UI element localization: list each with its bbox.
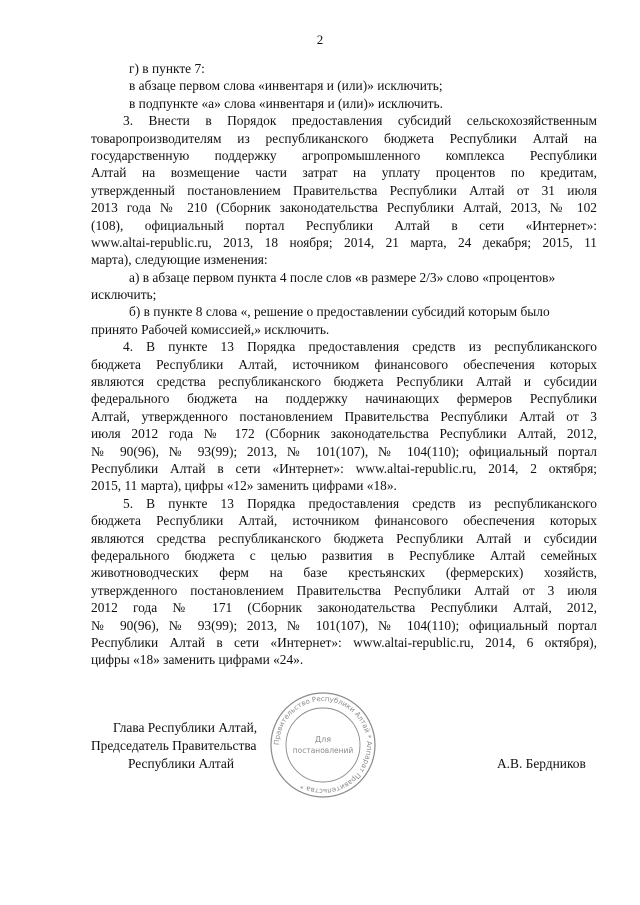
text-line: бюджета Республики Алтай, источником финансового обеспечения которых xyxy=(91,513,597,529)
text-line: (108), официальный портал Республики Алтай в сети «Интернет»: xyxy=(91,217,597,233)
text-line: июля 2012 года № 172 (Сборник законодательства Республики Алтай, 2012, xyxy=(91,426,597,442)
text-line: принято Рабочей комиссией,» исключить. xyxy=(91,321,330,337)
text-line: а) в абзаце первом пункта 4 после слов «в размере 2/3» слово «процентов» xyxy=(129,269,556,285)
stamp-ring-text: Правительство Республики Алтай * Аппарат Правительства * xyxy=(272,694,374,796)
text-line: цифры «18» заменить цифрами «24». xyxy=(91,652,304,668)
text-line: утвержденного постановлением Правительства Республики Алтай от 3 июля xyxy=(91,582,597,598)
page-number: 2 xyxy=(316,32,324,47)
text-line: г) в пункте 7: xyxy=(129,61,205,76)
text-line: являются средства республиканского бюджета Республики Алтай и субсидии xyxy=(91,530,597,546)
text-line: www.altai-republic.ru, 2013, 18 ноября; 2014, 21 марта, 24 декабря; 2015, 11 xyxy=(91,234,597,250)
text-line: 2013 года № 210 (Сборник законодательства Республики Алтай, 2013, № 102 xyxy=(91,200,597,216)
text-line: 5. В пункте 13 Порядка предоставления средств из республиканского xyxy=(123,495,597,511)
text-line: федерального бюджета с целью развития в Республике Алтай семейных xyxy=(91,547,597,563)
text-line: государственную поддержку агропромышленного комплекса Республики xyxy=(91,147,597,163)
text-line: Республики Алтай в сети «Интернет»: www.altai-republic.ru, 2014, 2 октября; xyxy=(91,460,597,476)
text-line: исключить; xyxy=(91,287,157,303)
text-line: федерального бюджета на поддержку начинающих фермеров Республики xyxy=(91,391,597,407)
text-line: 2012 года № 171 (Сборник законодательства Республики Алтай, 2012, xyxy=(91,600,597,616)
text-line: товаропроизводителям из республиканского бюджета Республики Алтай на xyxy=(91,130,597,146)
signature-position-line-2: Председатель Правительства xyxy=(91,738,257,753)
signature-position-line-1: Глава Республики Алтай, xyxy=(113,720,258,735)
stamp-center-line-2: постановлений xyxy=(292,746,354,755)
text-line: Республики Алтай в сети «Интернет»: www.altai-republic.ru, 2014, 6 октября), xyxy=(91,634,597,650)
stamp-center-line-1: Для xyxy=(314,735,332,744)
text-line: 3. Внести в Порядок предоставления субсидий сельскохозяйственным xyxy=(123,113,597,129)
text-line: Алтай, утвержденного постановлением Правительства Республики Алтай от 3 xyxy=(91,408,597,424)
official-seal-stamp xyxy=(268,690,378,800)
text-line: № 90(96), № 93(99); 2013, № 101(107), № 104(110); официальный портал xyxy=(91,617,597,633)
text-line: утвержденный постановлением Правительства Республики Алтай от 31 июля xyxy=(91,182,597,198)
text-line: 4. В пункте 13 Порядка предоставления средств из республиканского xyxy=(123,339,597,355)
text-line: б) в пункте 8 слова «, решение о предоставлении субсидий которым было xyxy=(129,304,550,320)
signer-name: А.В. Бердников xyxy=(497,756,586,771)
text-line: Алтай на возмещение части затрат на уплату процентов по кредитам, xyxy=(91,165,597,181)
text-line: № 90(96), № 93(99); 2013, № 101(107), № 104(110); официальный портал xyxy=(91,443,597,459)
text-line: в подпункте «а» слова «инвентаря и (или)» исключить. xyxy=(129,95,443,111)
text-line: животноводческих ферм на базе крестьянских (фермерских) хозяйств, xyxy=(91,565,597,581)
signature-position-line-3: Республики Алтай xyxy=(128,756,235,771)
text-line: марта), следующие изменения: xyxy=(91,252,268,268)
text-line: в абзаце первом слова «инвентаря и (или)» исключить; xyxy=(129,78,443,94)
text-line: бюджета Республики Алтай, источником финансового обеспечения которых xyxy=(91,356,597,372)
text-line: являются средства республиканского бюджета Республики Алтай и субсидии xyxy=(91,374,597,390)
text-line: 2015, 11 марта), цифры «12» заменить цифрами «18». xyxy=(91,478,397,494)
